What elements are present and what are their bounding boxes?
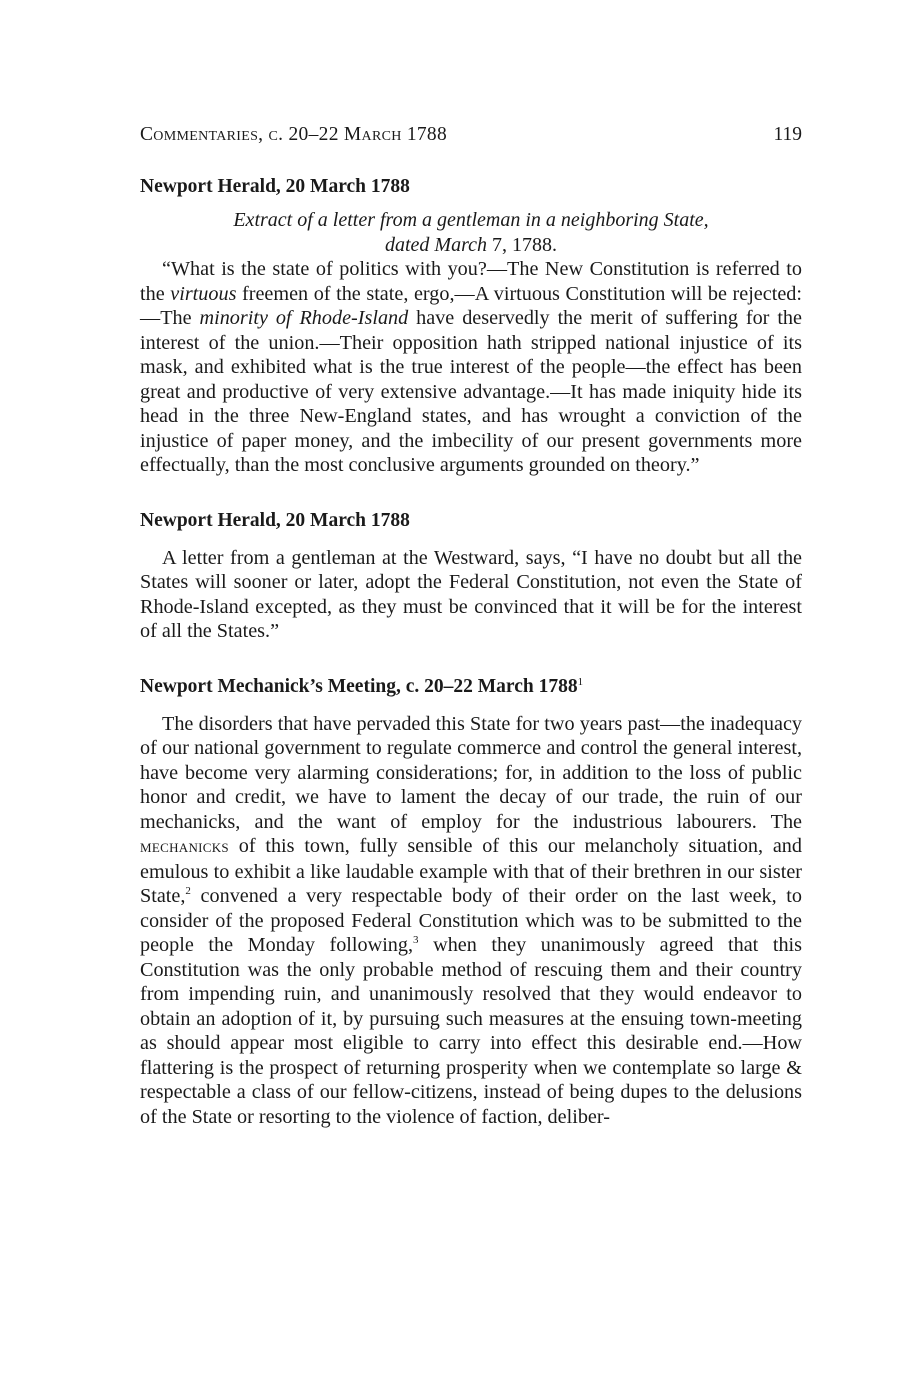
footnote-marker: 2	[185, 885, 191, 897]
meeting-paragraph	[140, 712, 802, 1130]
heading-text: Newport Mechanick’s Meeting, c. 20–22 March 1788	[140, 675, 578, 697]
section-newport-herald-extract	[140, 174, 802, 478]
italic-run: minority of Rhode-Island	[199, 307, 409, 329]
extract-date: 7, 1788.	[492, 233, 557, 256]
text-run: freemen of the state, ergo,—A virtuous Constitution will be rejected:—The	[140, 282, 802, 329]
extract-dated: dated March	[384, 233, 492, 256]
section-heading: Newport Herald, 20 March 1788	[140, 176, 410, 197]
extract-caption	[140, 208, 802, 257]
running-head	[140, 124, 802, 146]
section-heading: Newport Herald, 20 March 1788	[140, 509, 410, 531]
page-body	[140, 174, 802, 1129]
page-number: 119	[773, 124, 802, 145]
text-run: “What is the state of politics with you?—The New Constitution is referred to the	[140, 258, 802, 305]
letter-paragraph	[140, 257, 802, 478]
italic-run: virtuous	[170, 282, 237, 305]
small-caps-run: mechanicks	[140, 836, 229, 857]
extract-line: Extract of a letter from a gentleman in a neighboring State,	[233, 209, 709, 231]
text-run: have deservedly the merit of suffering for the interest of the union.—Their opposition hath stripped national injustice of its mask, and exhibited what is the true interest of the people—the effect has been great and productive of very extensive advantage.—It has made iniquity hide its head in the three New-England states, and has wrought a conviction of the injustice of paper money, and the imbecility of our present governments more effectually, than the most conclusive arguments grounded on theory.”	[140, 307, 802, 476]
text-run: The disorders that have pervaded this State for two years past—the inadequacy of our national government to regulate commerce and control the general interest, have become very alarming considerations; for, in addition to the loss of public honor and credit, we have to lament the decay of our trade, the ruin of our mechanicks, and the want of employ for the industrious labourers. The	[140, 712, 802, 833]
section-mechanicks-meeting	[140, 674, 802, 1130]
letter-paragraph: A letter from a gentleman at the Westward, says, “I have no doubt but all the States will sooner or later, adopt the Federal Constitution, not even the State of Rhode-Island excepted, as they must be convinced that it will be for the interest of all the States.”	[140, 546, 802, 642]
text-run: of this town, fully sensible of this our melancholy situation, and emulous to exhibit a like laudable example with that of their brethren in our sister State,	[140, 835, 802, 907]
footnote-marker: 1	[577, 675, 584, 688]
text-run: convened a very respectable body of their order on the last week, to consider of the proposed Federal Constitution which was to be submitted to the people the Monday following,	[140, 885, 802, 956]
running-head-title: Commentaries, c. 20–22 March 1788	[140, 124, 448, 145]
extract-line	[140, 233, 802, 258]
section-newport-herald-westward	[140, 508, 802, 644]
text-run: when they unanimously agreed that this Constitution was the only probable method of rescuing them and their country from impending ruin, and unanimously resolved that they would endeavor to obtain an adoption of it, by pursuing such measures at the ensuing town-meeting as should appear most eligible to carry into effect this desirable end.—How flattering is the prospect of returning prosperity when we contemplate so large & respectable a class of our fellow-citizens, instead of being dupes to the delusions of the State or resorting to the violence of faction, deliber-	[140, 934, 803, 1128]
section-heading	[140, 674, 802, 700]
footnote-marker: 3	[413, 934, 419, 946]
